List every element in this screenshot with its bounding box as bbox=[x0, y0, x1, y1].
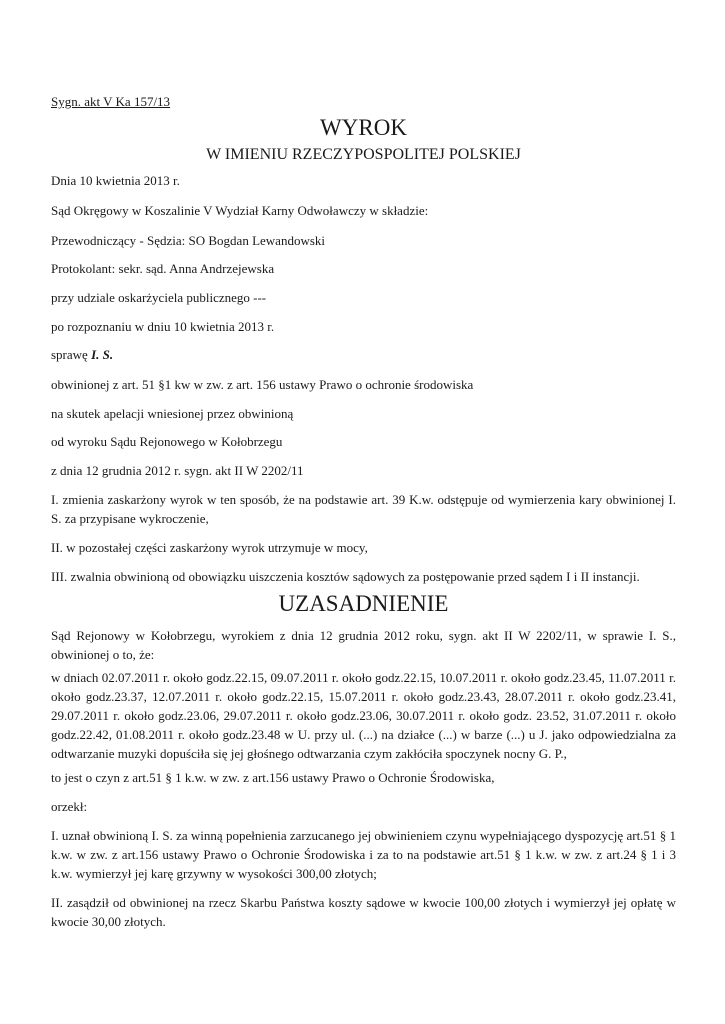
from-judgment-line: od wyroku Sądu Rejonowego w Kołobrzegu bbox=[51, 434, 283, 449]
judgment-title: WYROK bbox=[320, 115, 407, 140]
justification-paragraph: Sąd Rejonowy w Kołobrzegu, wyrokiem z dnia 12 grudnia 2012 roku, sygn. akt II W 2202/11, w sprawie I. S., obwinionej o to, że: bbox=[51, 628, 676, 662]
clerk-line: Protokolant: sekr. sąd. Anna Andrzejewska bbox=[51, 261, 275, 276]
justification-paragraph: w dniach 02.07.2011 r. około godz.22.15, 09.07.2011 r. około godz.22.15, 10.07.2011 r. około godz.23.45, 11.07.2011 r. około godz.23.37, 12.07.2011 r. około godz.22.15, 15.07.2011 r. około godz.23.43, 28.07.2011 r. około godz.23.41, 29.07.2011 r. około godz.23.06, 29.07.2011 r. około godz.23.06, 30.07.2011 r. około godz. 23.52, 31.07.2011 r. około godz.22.42, 01.08.2011 r. około godz.23.48 w U. przy ul. (...) na działce (...) w barze (...) u J. jako odpowiedzialna za odtwarzanie muzyki dopuściła się jej głośnego odtwarzania czym zakłóciła spoczynek nocny G. P., bbox=[51, 670, 676, 761]
ruling-point-1: I. zmienia zaskarżony wyrok w ten sposób, że na podstawie art. 39 K.w. odstępuje od wymierzenia kary obwinionej I. S. za przypisane wykroczenie, bbox=[51, 492, 676, 526]
justification-paragraph: orzekł: bbox=[51, 799, 88, 814]
justification-title: UZASADNIENIE bbox=[278, 591, 449, 616]
justification-paragraph: I. uznał obwinioną I. S. za winną popełnienia zarzucanego jej obwinieniem czynu wypełniającego dyspozycję art.51 § 1 k.w. w zw. z art.156 ustawy Prawo o Ochronie Środowiska i za to na podstawie art.51 § 1 k.w. w zw. z art.24 § 1 i 3 k.w. wymierzył jej karę grzywny w wysokości 300,00 złotych; bbox=[51, 828, 676, 881]
case-line bbox=[51, 345, 676, 364]
case-prefix: sprawę bbox=[51, 347, 92, 362]
justification-paragraph: II. zasądził od obwinionej na rzecz Skarbu Państwa koszty sądowe w kwocie 100,00 złotych i wymierzył jej opłatę w kwocie 30,00 złotych. bbox=[51, 895, 676, 929]
ruling-point-2: II. w pozostałej części zaskarżony wyrok utrzymuje w mocy, bbox=[51, 540, 368, 555]
case-signature: Sygn. akt V Ka 157/13 bbox=[51, 94, 171, 109]
appeal-line: na skutek apelacji wniesionej przez obwinioną bbox=[51, 406, 294, 421]
prosecutor-line: przy udziale oskarżyciela publicznego --- bbox=[51, 290, 267, 305]
ruling-point-3: III. zwalnia obwinioną od obowiązku uiszczenia kosztów sądowych za postępowanie przed sądem I i II instancji. bbox=[51, 569, 640, 584]
court-line: Sąd Okręgowy w Koszalinie V Wydział Karny Odwoławczy w składzie: bbox=[51, 203, 429, 218]
presiding-judge-line: Przewodniczący - Sędzia: SO Bogdan Lewandowski bbox=[51, 233, 326, 248]
charge-line: obwinionej z art. 51 §1 kw w zw. z art. 156 ustawy Prawo o ochronie środowiska bbox=[51, 377, 474, 392]
judgment-date-line: z dnia 12 grudnia 2012 r. sygn. akt II W 2202/11 bbox=[51, 463, 304, 478]
hearing-line: po rozpoznaniu w dniu 10 kwietnia 2013 r. bbox=[51, 319, 275, 334]
justification-paragraph: to jest o czyn z art.51 § 1 k.w. w zw. z art.156 ustawy Prawo o Ochronie Środowiska, bbox=[51, 770, 495, 785]
date-line: Dnia 10 kwietnia 2013 r. bbox=[51, 173, 180, 188]
defendant-name: I. S. bbox=[91, 347, 114, 362]
judgment-subtitle: W IMIENIU RZECZYPOSPOLITEJ POLSKIEJ bbox=[206, 146, 521, 163]
